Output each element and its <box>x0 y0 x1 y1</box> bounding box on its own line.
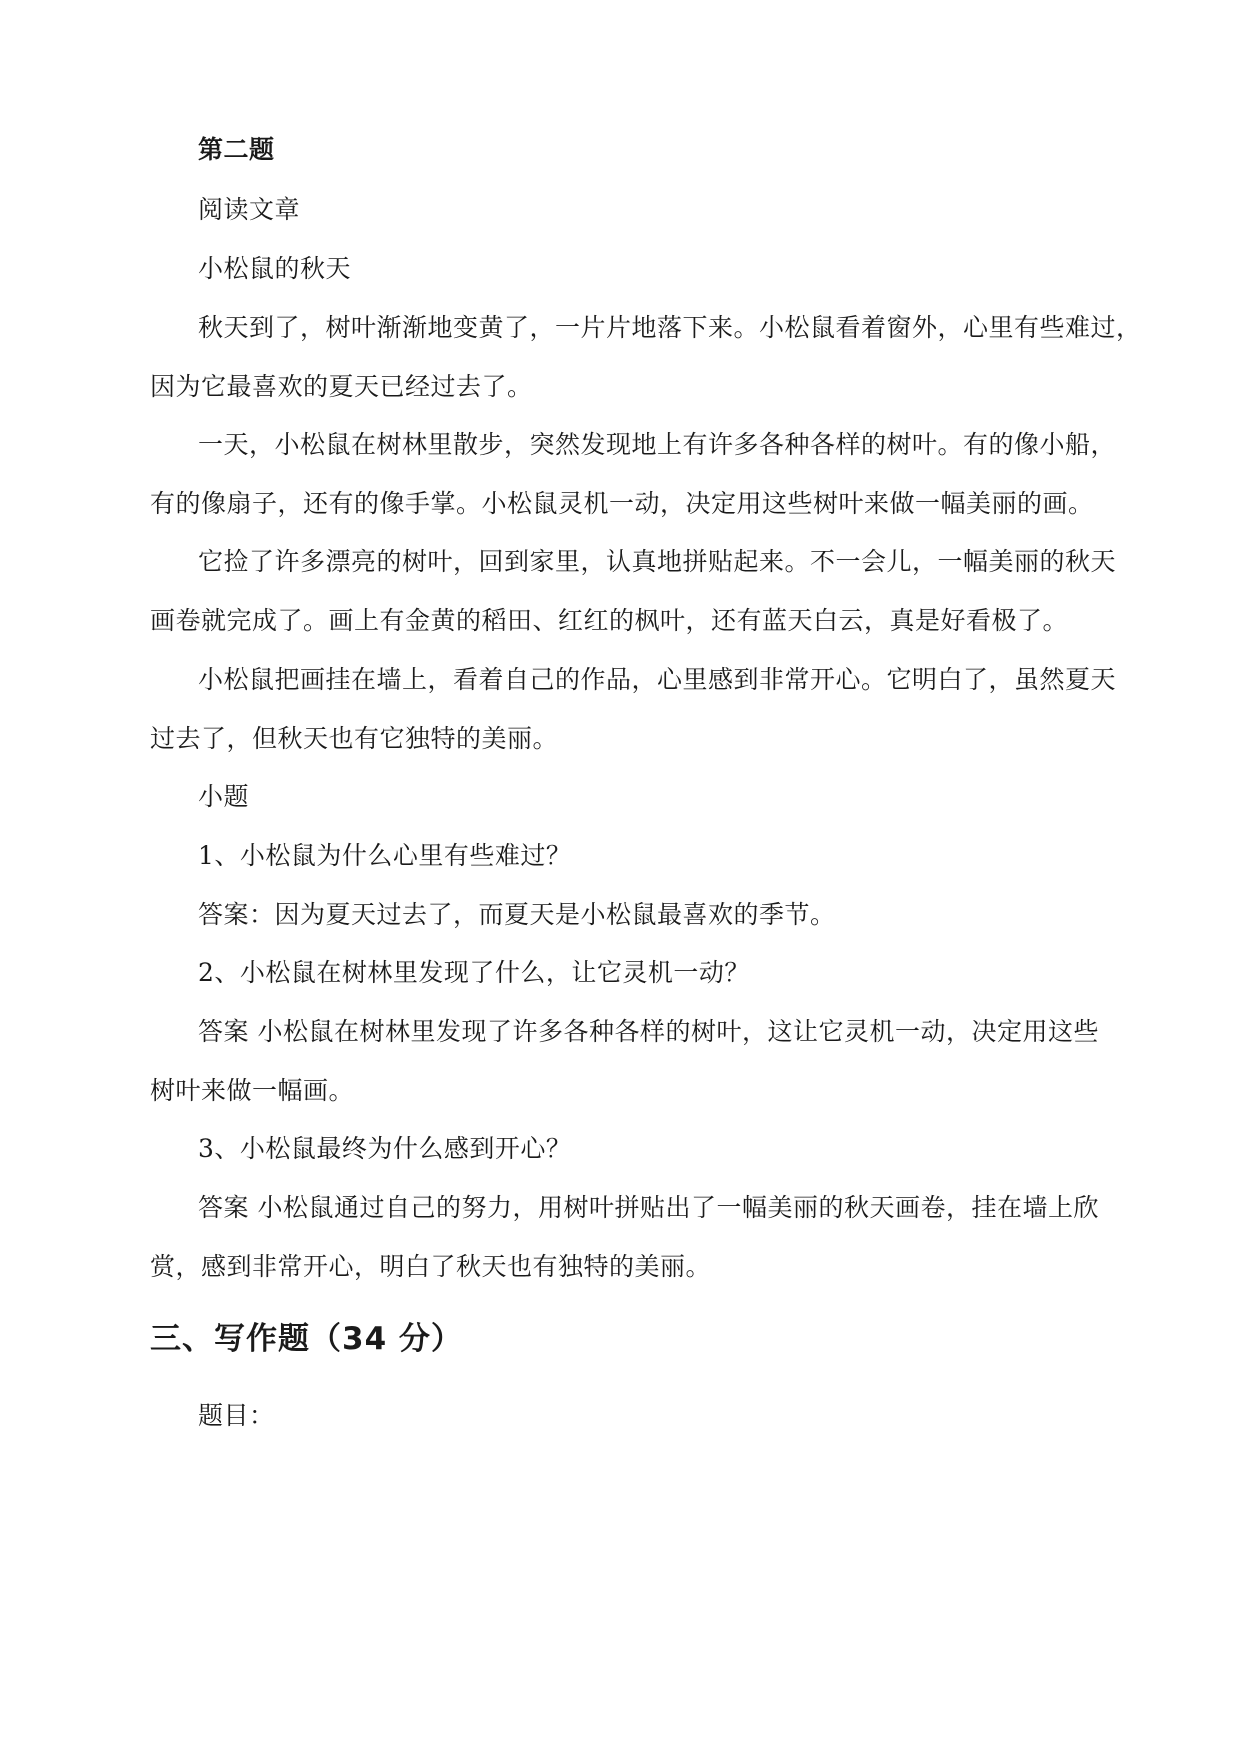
story-paragraph-3-line-2: 画卷就完成了。画上有金黄的稻田、红红的枫叶，还有蓝天白云，真是好看极了。 <box>150 606 1069 635</box>
story-paragraph-2-line-2: 有的像扇子，还有的像手掌。小松鼠灵机一动，决定用这些树叶来做一幅美丽的画。 <box>150 489 1094 518</box>
story-paragraph-3-line-1: 它捡了许多漂亮的树叶，回到家里，认真地拼贴起来。不一会儿，一幅美丽的秋天 <box>198 547 1117 576</box>
writing-section-heading: 三、写作题（34 分） <box>150 1321 463 1357</box>
story-paragraph-4-line-2: 过去了，但秋天也有它独特的美丽。 <box>150 724 559 753</box>
answer-2-line-2: 树叶来做一幅画。 <box>150 1076 355 1105</box>
question-2: 2、小松鼠在树林里发现了什么，让它灵机一动？ <box>198 958 750 987</box>
writing-prompt-label: 题目： <box>198 1401 275 1430</box>
story-paragraph-2-line-1: 一天，小松鼠在树林里散步，突然发现地上有许多各种各样的树叶。有的像小船， <box>198 430 1117 459</box>
story-paragraph-1-line-1: 秋天到了，树叶渐渐地变黄了，一片片地落下来。小松鼠看着窗外，心里有些难过， <box>198 313 1142 342</box>
subquestions-label: 小题 <box>198 782 250 811</box>
question-3: 3、小松鼠最终为什么感到开心？ <box>198 1134 572 1163</box>
question-1: 1、小松鼠为什么心里有些难过？ <box>198 841 572 870</box>
reading-instruction: 阅读文章 <box>198 195 301 224</box>
question-heading: 第二题 <box>198 135 275 164</box>
answer-3-line-1: 答案 小松鼠通过自己的努力，用树叶拼贴出了一幅美丽的秋天画卷，挂在墙上欣 <box>198 1193 1099 1222</box>
answer-2-line-1: 答案 小松鼠在树林里发现了许多各种各样的树叶，这让它灵机一动，决定用这些 <box>198 1017 1099 1046</box>
story-paragraph-1-line-2: 因为它最喜欢的夏天已经过去了。 <box>150 372 533 401</box>
story-paragraph-4-line-1: 小松鼠把画挂在墙上，看着自己的作品，心里感到非常开心。它明白了，虽然夏天 <box>198 665 1117 694</box>
answer-3-line-2: 赏，感到非常开心，明白了秋天也有独特的美丽。 <box>150 1252 712 1281</box>
story-title: 小松鼠的秋天 <box>198 254 352 283</box>
answer-1-line-1: 答案：因为夏天过去了，而夏天是小松鼠最喜欢的季节。 <box>198 900 836 929</box>
